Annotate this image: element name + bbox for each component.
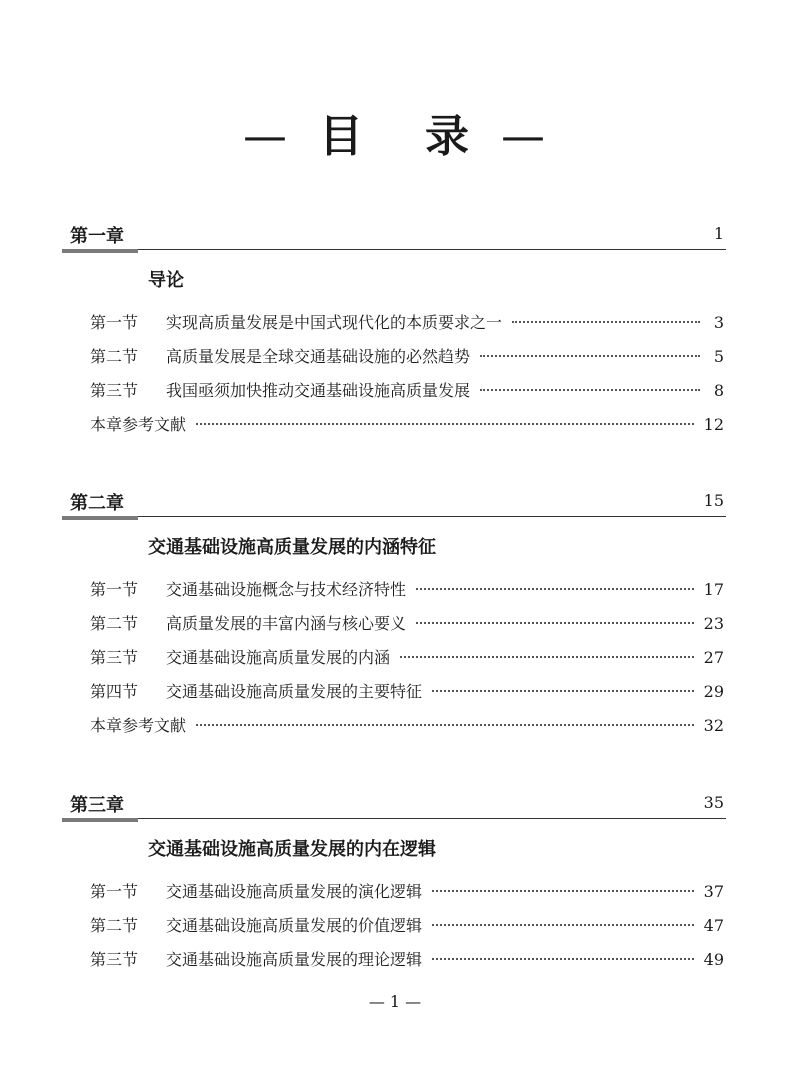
chapter-rule — [62, 515, 726, 521]
dot-leader — [432, 690, 694, 692]
section-title: 交通基础设施高质量发展的价值逻辑 — [166, 916, 423, 935]
chapter-header — [62, 489, 726, 513]
section-title: 高质量发展是全球交通基础设施的必然趋势 — [166, 347, 471, 366]
chapter-label: 第一章 — [70, 226, 124, 247]
section-page-number: 23 — [703, 614, 724, 633]
dot-leader — [416, 622, 694, 624]
section-page-number: 27 — [703, 648, 724, 667]
section-page-number: 17 — [703, 580, 724, 599]
toc-entry[interactable] — [62, 645, 726, 679]
section-page-number: 47 — [703, 916, 724, 935]
section-number: 第二节 — [90, 347, 139, 366]
chapter-2 — [62, 489, 726, 747]
toc-entry[interactable] — [62, 310, 726, 344]
section-page-number: 49 — [703, 950, 724, 969]
dot-leader — [480, 355, 700, 357]
section-number: 第二节 — [90, 916, 139, 935]
section-number: 第二节 — [90, 614, 139, 633]
section-title: 本章参考文献 — [90, 716, 187, 735]
toc-entry[interactable] — [62, 947, 726, 981]
toc-entry-references[interactable] — [62, 412, 726, 446]
toc-entry[interactable] — [62, 913, 726, 947]
section-page-number: 29 — [703, 682, 724, 701]
section-page-number: 3 — [713, 313, 724, 332]
section-number: 第三节 — [90, 950, 139, 969]
title-dash-right: — — [501, 111, 547, 162]
toc-entries — [62, 879, 726, 981]
dot-leader — [512, 321, 700, 323]
section-page-number: 8 — [713, 381, 724, 400]
toc-entry[interactable] — [62, 611, 726, 645]
chapter-title: 导论 — [148, 270, 184, 291]
page-footer-number: — 1 — — [368, 992, 422, 1011]
chapter-header — [62, 791, 726, 815]
section-number: 第一节 — [90, 580, 139, 599]
dot-leader — [432, 958, 694, 960]
chapter-page-number: 35 — [703, 793, 724, 812]
section-title: 本章参考文献 — [90, 415, 187, 434]
dot-leader — [416, 588, 694, 590]
chapter-3 — [62, 791, 726, 981]
dot-leader — [432, 890, 694, 892]
page-title — [0, 100, 790, 164]
title-dash-left: — — [243, 111, 289, 162]
section-page-number: 12 — [703, 415, 724, 434]
chapter-title: 交通基础设施高质量发展的内涵特征 — [148, 537, 436, 558]
toc-entry[interactable] — [62, 879, 726, 913]
toc-entry[interactable] — [62, 679, 726, 713]
toc-entry[interactable] — [62, 344, 726, 378]
section-page-number: 32 — [703, 716, 724, 735]
chapter-title: 交通基础设施高质量发展的内在逻辑 — [148, 839, 436, 860]
chapter-label: 第二章 — [70, 493, 124, 514]
section-title: 高质量发展的丰富内涵与核心要义 — [166, 614, 407, 633]
section-title: 交通基础设施高质量发展的理论逻辑 — [166, 950, 423, 969]
chapter-1 — [62, 222, 726, 446]
chapter-rule — [62, 248, 726, 254]
chapter-header — [62, 222, 726, 246]
section-title: 交通基础设施高质量发展的演化逻辑 — [166, 882, 423, 901]
dot-leader — [480, 389, 700, 391]
chapter-page-number: 15 — [703, 491, 724, 510]
dot-leader — [432, 924, 694, 926]
section-number: 第三节 — [90, 381, 139, 400]
section-page-number: 5 — [713, 347, 724, 366]
section-title: 我国亟须加快推动交通基础设施高质量发展 — [166, 381, 471, 400]
chapter-label: 第三章 — [70, 795, 124, 816]
toc-entry[interactable] — [62, 378, 726, 412]
toc-entries — [62, 310, 726, 446]
chapter-rule — [62, 817, 726, 823]
section-title: 交通基础设施高质量发展的内涵 — [166, 648, 391, 667]
section-title: 实现高质量发展是中国式现代化的本质要求之一 — [166, 313, 503, 332]
section-number: 第一节 — [90, 882, 139, 901]
toc-entry[interactable] — [62, 577, 726, 611]
chapter-page-number: 1 — [713, 224, 724, 243]
dot-leader — [196, 724, 694, 726]
dot-leader — [196, 423, 694, 425]
title-word-1: 目 — [319, 111, 365, 162]
toc-entry-references[interactable] — [62, 713, 726, 747]
title-word-2: 录 — [425, 111, 471, 162]
section-title: 交通基础设施高质量发展的主要特征 — [166, 682, 423, 701]
section-number: 第四节 — [90, 682, 139, 701]
section-title: 交通基础设施概念与技术经济特性 — [166, 580, 407, 599]
section-number: 第一节 — [90, 313, 139, 332]
toc-entries — [62, 577, 726, 747]
section-number: 第三节 — [90, 648, 139, 667]
section-page-number: 37 — [703, 882, 724, 901]
dot-leader — [400, 656, 694, 658]
